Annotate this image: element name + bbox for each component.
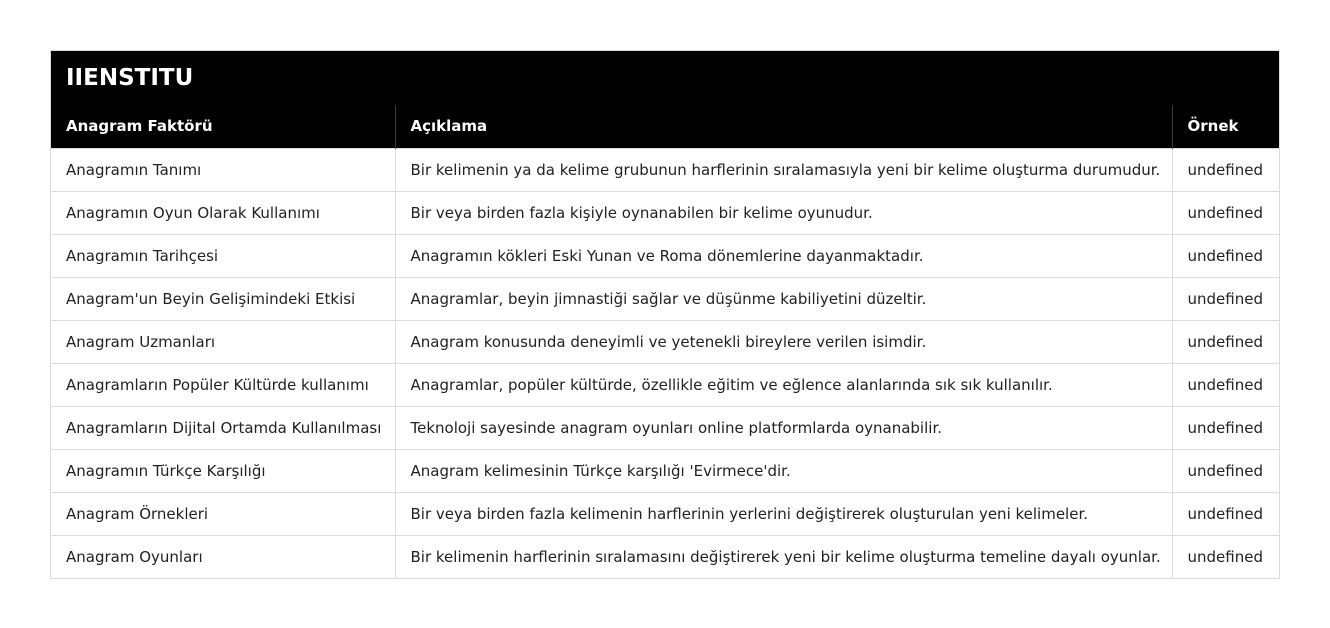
header-row <box>51 105 1279 148</box>
cell-factor: Anagramın Tarihçesi <box>51 234 395 277</box>
cell-description: Anagramlar, popüler kültürde, özellikle eğitim ve eğlence alanlarında sık sık kullanılır. <box>395 363 1172 406</box>
anagram-table <box>51 105 1279 578</box>
cell-factor: Anagram'un Beyin Gelişimindeki Etkisi <box>51 277 395 320</box>
cell-example: undefined <box>1172 363 1279 406</box>
cell-example: undefined <box>1172 535 1279 578</box>
cell-factor: Anagram Oyunları <box>51 535 395 578</box>
data-table-container <box>50 50 1280 579</box>
table-row <box>51 449 1279 492</box>
cell-example: undefined <box>1172 320 1279 363</box>
cell-example: undefined <box>1172 234 1279 277</box>
table-row <box>51 406 1279 449</box>
table-row <box>51 191 1279 234</box>
cell-description: Anagramlar, beyin jimnastiği sağlar ve düşünme kabiliyetini düzeltir. <box>395 277 1172 320</box>
table-title: IIENSTITU <box>51 51 1279 105</box>
cell-example: undefined <box>1172 406 1279 449</box>
column-header-description: Açıklama <box>395 105 1172 148</box>
cell-factor: Anagram Örnekleri <box>51 492 395 535</box>
cell-factor: Anagramın Türkçe Karşılığı <box>51 449 395 492</box>
cell-factor: Anagramların Dijital Ortamda Kullanılması <box>51 406 395 449</box>
table-row <box>51 234 1279 277</box>
cell-factor: Anagramların Popüler Kültürde kullanımı <box>51 363 395 406</box>
table-row <box>51 277 1279 320</box>
table-row <box>51 492 1279 535</box>
cell-example: undefined <box>1172 277 1279 320</box>
cell-example: undefined <box>1172 449 1279 492</box>
cell-description: Bir kelimenin ya da kelime grubunun harflerinin sıralamasıyla yeni bir kelime oluşturma durumudur. <box>395 148 1172 191</box>
cell-example: undefined <box>1172 492 1279 535</box>
cell-factor: Anagram Uzmanları <box>51 320 395 363</box>
cell-example: undefined <box>1172 148 1279 191</box>
column-header-example: Örnek <box>1172 105 1279 148</box>
cell-example: undefined <box>1172 191 1279 234</box>
cell-description: Anagram konusunda deneyimli ve yetenekli bireylere verilen isimdir. <box>395 320 1172 363</box>
cell-description: Bir kelimenin harflerinin sıralamasını değiştirerek yeni bir kelime oluşturma temeline dayalı oyunlar. <box>395 535 1172 578</box>
table-row <box>51 148 1279 191</box>
cell-description: Anagram kelimesinin Türkçe karşılığı 'Evirmece'dir. <box>395 449 1172 492</box>
cell-description: Anagramın kökleri Eski Yunan ve Roma dönemlerine dayanmaktadır. <box>395 234 1172 277</box>
table-row <box>51 320 1279 363</box>
table-row <box>51 535 1279 578</box>
cell-factor: Anagramın Oyun Olarak Kullanımı <box>51 191 395 234</box>
cell-description: Bir veya birden fazla kelimenin harflerinin yerlerini değiştirerek oluşturulan yeni kelimeler. <box>395 492 1172 535</box>
table-row <box>51 363 1279 406</box>
column-header-factor: Anagram Faktörü <box>51 105 395 148</box>
cell-factor: Anagramın Tanımı <box>51 148 395 191</box>
cell-description: Teknoloji sayesinde anagram oyunları online platformlarda oynanabilir. <box>395 406 1172 449</box>
cell-description: Bir veya birden fazla kişiyle oynanabilen bir kelime oyunudur. <box>395 191 1172 234</box>
